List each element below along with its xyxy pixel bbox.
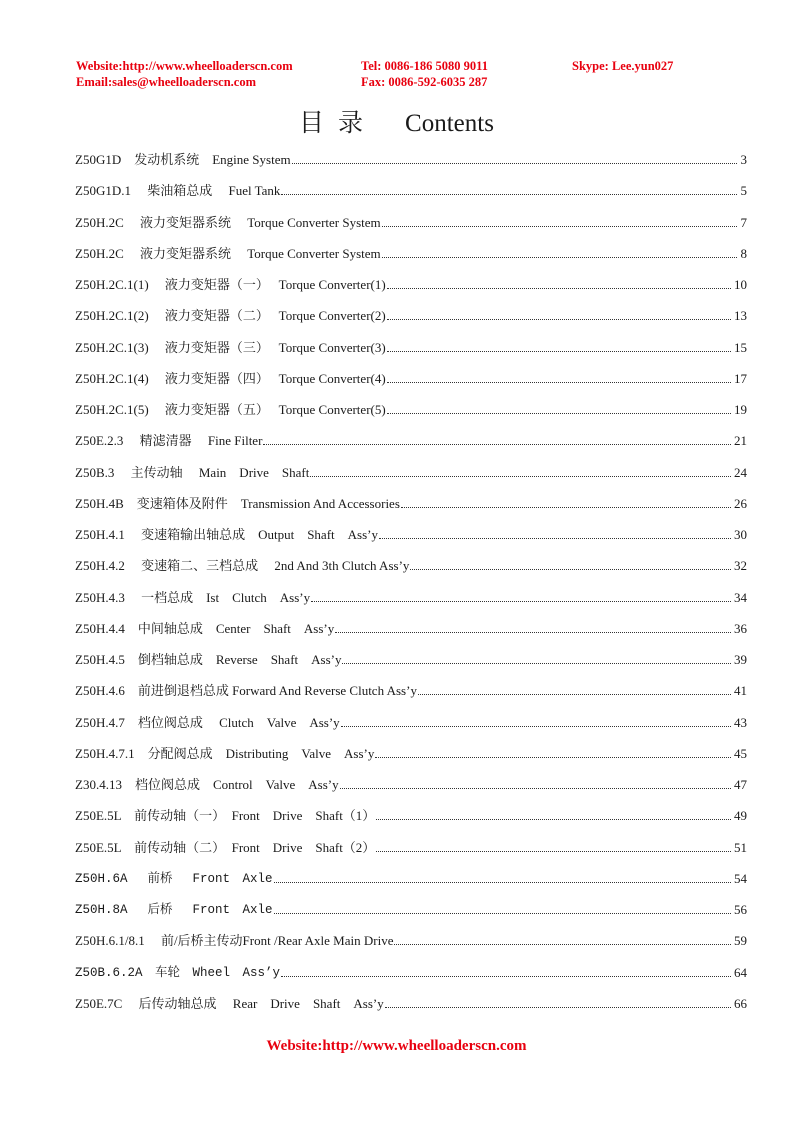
- toc-entry-title: Z50E.5L 前传动轴（二） Front Drive Shaft（2）: [75, 839, 376, 855]
- toc-dot-leader: [418, 694, 731, 695]
- toc-entry-title: Z30.4.13 档位阀总成 Control Valve Ass’y: [75, 777, 339, 792]
- toc-entry-title: Z50H.2C.1(4) 液力变矩器（四） Torque Converter(4): [75, 370, 386, 386]
- toc-entry-page: 15: [734, 339, 747, 355]
- toc-entry-title: Z50E.5L 前传动轴（一） Front Drive Shaft（1）: [75, 808, 376, 824]
- toc-entry[interactable]: [75, 273, 747, 304]
- toc-entry-page: 59: [734, 933, 747, 949]
- toc-entry-page: 54: [734, 870, 747, 886]
- toc-dot-leader: [394, 944, 731, 945]
- toc-entry-title: Z50H.2C 液力变矩器系统 Torque Converter System: [75, 214, 381, 230]
- toc-entry-title: Z50H.6A 前桥 Front Axle: [75, 871, 273, 886]
- toc-entry-page: 30: [734, 527, 747, 542]
- toc-entry-title: Z50H.4.5 倒档轴总成 Reverse Shaft Ass’y: [75, 652, 342, 667]
- toc-entry-title: Z50H.4.7.1 分配阀总成 Distributing Valve Ass’y: [75, 745, 375, 761]
- toc-entry[interactable]: [75, 398, 747, 429]
- toc-dot-leader: [292, 163, 737, 164]
- toc-entry[interactable]: [75, 586, 747, 617]
- toc-entry[interactable]: [75, 336, 747, 367]
- toc-entry-page: 10: [734, 277, 747, 292]
- toc-entry[interactable]: [75, 461, 747, 492]
- toc-entry-page: 66: [734, 995, 747, 1011]
- toc-entry-page: 26: [734, 495, 747, 511]
- toc-entry[interactable]: [75, 179, 747, 210]
- toc-entry-page: 47: [734, 777, 747, 792]
- toc-dot-leader: [310, 476, 731, 477]
- toc-entry[interactable]: [75, 429, 747, 460]
- toc-entry-title: Z50H.2C 液力变矩器系统 Torque Converter System: [75, 245, 381, 261]
- toc-entry-page: 45: [734, 745, 747, 761]
- toc-entry[interactable]: [75, 617, 747, 648]
- toc-entry[interactable]: [75, 836, 747, 867]
- toc-entry-title: Z50E.2.3 精滤清器 Fine Filter: [75, 433, 263, 449]
- toc-dot-leader: [382, 226, 737, 227]
- toc-entry-page: 5: [740, 183, 747, 199]
- toc-entry-page: 3: [740, 152, 747, 167]
- toc-entry-title: Z50H.4.7 档位阀总成 Clutch Valve Ass’y: [75, 714, 340, 730]
- toc-dot-leader: [342, 663, 731, 664]
- toc-entry[interactable]: [75, 648, 747, 679]
- toc-dot-leader: [274, 882, 731, 883]
- toc-entry[interactable]: [75, 679, 747, 710]
- toc-entry-page: 39: [734, 652, 747, 667]
- toc-entry[interactable]: [75, 711, 747, 742]
- page-title: [0, 108, 793, 140]
- toc-entry-title: Z50H.8A 后桥 Front Axle: [75, 903, 273, 917]
- toc-entry-page: 17: [734, 370, 747, 386]
- toc-dot-leader: [387, 319, 731, 320]
- toc-entry[interactable]: [75, 523, 747, 554]
- toc-dot-leader: [375, 757, 731, 758]
- toc-entry-page: 19: [734, 402, 747, 417]
- toc-dot-leader: [387, 351, 731, 352]
- toc-dot-leader: [281, 194, 737, 195]
- toc-entry[interactable]: [75, 554, 747, 585]
- toc-entry-page: 49: [734, 808, 747, 824]
- toc-dot-leader: [387, 382, 731, 383]
- title-chinese: 目录: [299, 110, 378, 137]
- toc-entry-title: Z50G1D.1 柴油箱总成 Fuel Tank: [75, 183, 281, 199]
- table-of-contents: [75, 148, 747, 1023]
- toc-entry[interactable]: [75, 961, 747, 992]
- toc-entry-page: 21: [734, 433, 747, 449]
- toc-entry[interactable]: [75, 492, 747, 523]
- toc-dot-leader: [385, 1007, 731, 1008]
- toc-dot-leader: [401, 507, 731, 508]
- toc-entry[interactable]: [75, 148, 747, 179]
- toc-dot-leader: [341, 726, 731, 727]
- toc-entry-page: 13: [734, 308, 747, 324]
- toc-entry[interactable]: [75, 304, 747, 335]
- toc-entry[interactable]: [75, 992, 747, 1023]
- toc-entry[interactable]: [75, 867, 747, 898]
- toc-entry[interactable]: [75, 242, 747, 273]
- toc-entry-page: 32: [734, 558, 747, 574]
- toc-dot-leader: [281, 976, 731, 977]
- header-skype: Skype: Lee.yun027: [572, 59, 674, 73]
- toc-entry[interactable]: [75, 742, 747, 773]
- toc-dot-leader: [376, 851, 731, 852]
- toc-dot-leader: [410, 569, 731, 570]
- toc-entry-page: 7: [740, 214, 747, 230]
- toc-entry-page: 64: [734, 964, 747, 980]
- footer-website[interactable]: Website:http://www.wheelloaderscn.com: [266, 1038, 527, 1054]
- toc-dot-leader: [340, 788, 731, 789]
- toc-dot-leader: [387, 413, 731, 414]
- header-website[interactable]: Website:http://www.wheelloaderscn.com: [76, 59, 293, 73]
- toc-dot-leader: [382, 257, 737, 258]
- toc-entry[interactable]: [75, 773, 747, 804]
- toc-entry-title: Z50H.6.1/8.1 前/后桥主传动Front /Rear Axle Main Drive: [75, 933, 394, 949]
- toc-entry-page: 34: [734, 589, 747, 605]
- title-english: Contents: [405, 110, 494, 137]
- toc-entry-title: Z50H.4B 变速箱体及附件 Transmission And Accessories: [75, 495, 400, 511]
- toc-dot-leader: [263, 444, 731, 445]
- toc-entry[interactable]: [75, 929, 747, 960]
- toc-dot-leader: [387, 288, 731, 289]
- toc-dot-leader: [274, 913, 731, 914]
- toc-dot-leader: [379, 538, 731, 539]
- toc-entry[interactable]: [75, 367, 747, 398]
- toc-entry-title: Z50B.6.2A 车轮 Wheel Ass’y: [75, 965, 281, 980]
- toc-entry-page: 36: [734, 620, 747, 636]
- toc-entry-title: Z50H.4.3 一档总成 Ist Clutch Ass’y: [75, 589, 311, 605]
- toc-entry-title: Z50H.2C.1(1) 液力变矩器（一） Torque Converter(1): [75, 277, 386, 292]
- toc-entry[interactable]: [75, 898, 747, 929]
- toc-entry-title: Z50B.3 主传动轴 Main Drive Shaft: [75, 464, 310, 480]
- toc-entry-page: 56: [734, 902, 747, 917]
- toc-entry-title: Z50H.2C.1(2) 液力变矩器（二） Torque Converter(2): [75, 308, 386, 324]
- header-email[interactable]: Email:sales@wheelloaderscn.com: [76, 75, 257, 89]
- toc-dot-leader: [376, 819, 731, 820]
- toc-entry-title: Z50G1D 发动机系统 Engine System: [75, 152, 291, 167]
- toc-entry-title: Z50H.2C.1(3) 液力变矩器（三） Torque Converter(3): [75, 339, 386, 355]
- toc-entry[interactable]: [75, 211, 747, 242]
- toc-entry[interactable]: [75, 804, 747, 835]
- toc-entry-page: 43: [734, 714, 747, 730]
- toc-entry-title: Z50H.4.4 中间轴总成 Center Shaft Ass’y: [75, 620, 335, 636]
- toc-entry-title: Z50H.2C.1(5) 液力变矩器（五） Torque Converter(5): [75, 402, 386, 417]
- toc-entry-title: Z50H.4.2 变速箱二、三档总成 2nd And 3th Clutch Ass’y: [75, 558, 410, 574]
- header-fax: Fax: 0086-592-6035 287: [361, 75, 488, 89]
- header-tel: Tel: 0086-186 5080 9011: [361, 59, 488, 73]
- toc-dot-leader: [311, 601, 731, 602]
- toc-entry-title: Z50H.4.6 前进倒退档总成 Forward And Reverse Clutch Ass’y: [75, 683, 417, 699]
- toc-entry-page: 51: [734, 839, 747, 855]
- toc-entry-page: 41: [734, 683, 747, 699]
- toc-entry-page: 8: [740, 245, 747, 261]
- toc-entry-title: Z50H.4.1 变速箱输出轴总成 Output Shaft Ass’y: [75, 527, 378, 542]
- toc-entry-page: 24: [734, 464, 747, 480]
- toc-entry-title: Z50E.7C 后传动轴总成 Rear Drive Shaft Ass’y: [75, 995, 384, 1011]
- toc-dot-leader: [335, 632, 731, 633]
